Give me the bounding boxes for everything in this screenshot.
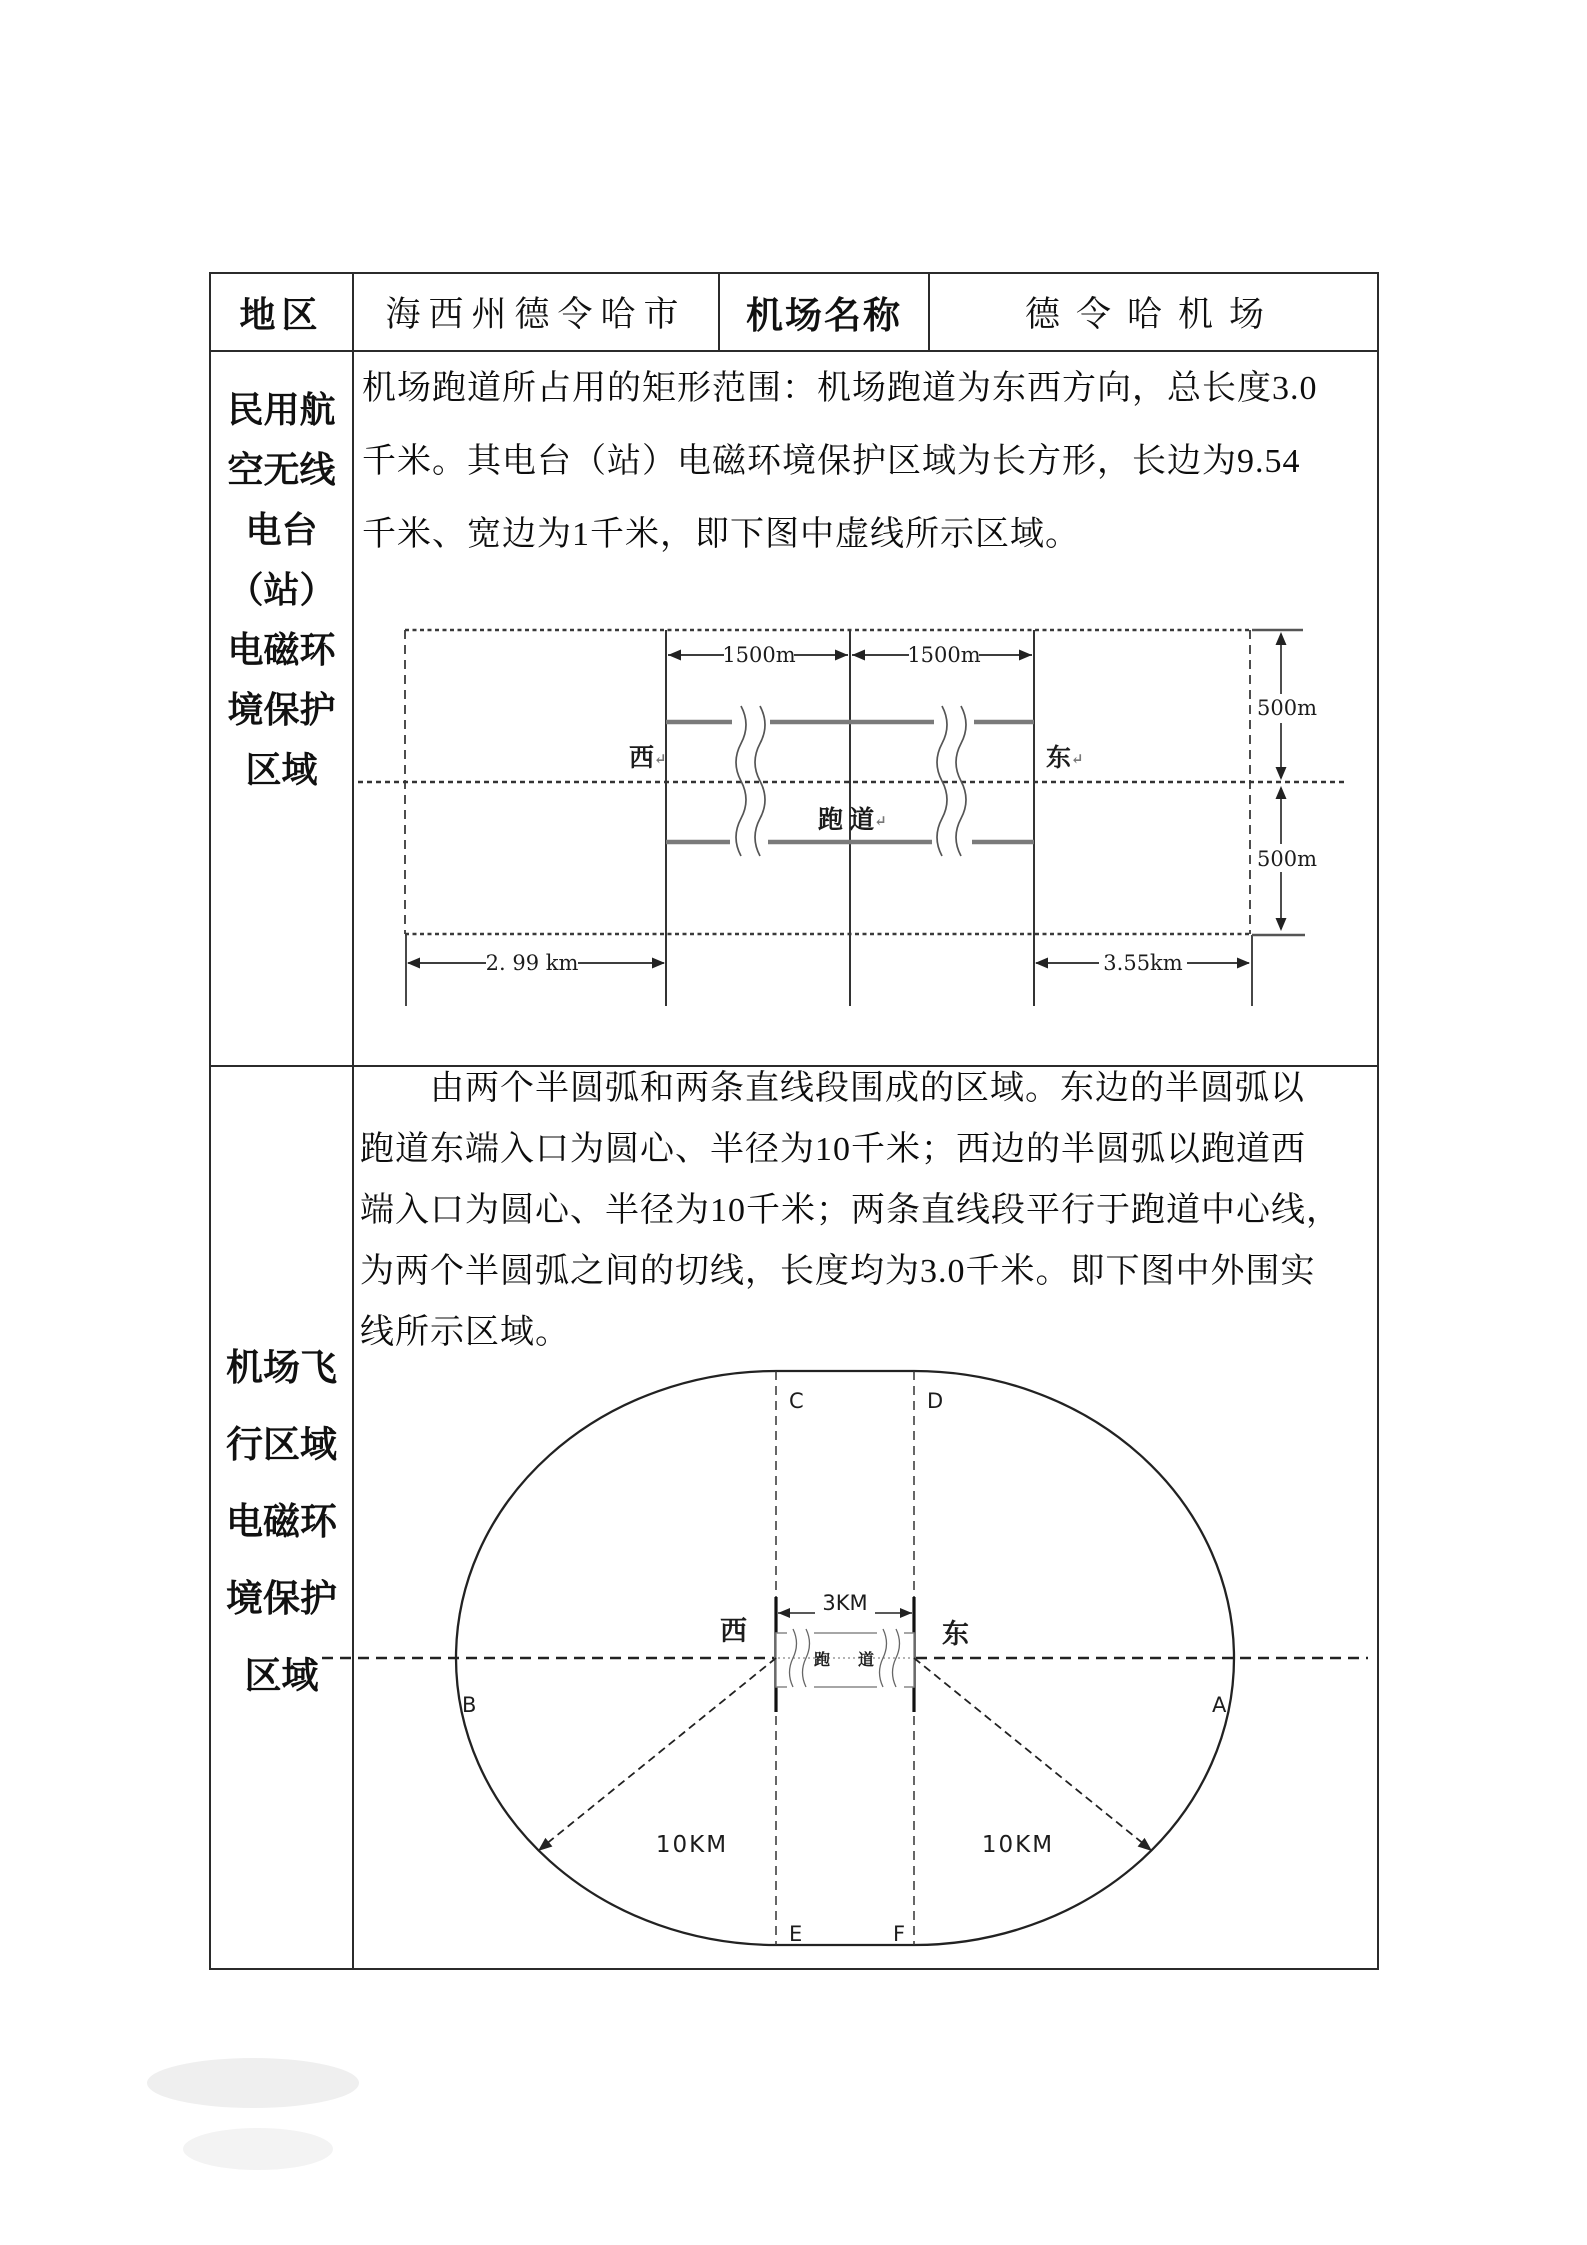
paragraph-line: 机场跑道所占用的矩形范围：机场跑道为东西方向，总长度3.0 [362,370,1318,407]
radius-west-label: 10KM [655,1832,729,1858]
region-label: 地区 [239,294,324,335]
row-label-line: 电磁环 [227,630,336,670]
point-b-label: B [462,1693,477,1717]
return-mark: ↵ [874,814,887,830]
point-c-label: C [789,1389,804,1413]
row-label-line: 境保护 [226,1579,337,1620]
return-mark: ↵ [654,752,667,768]
paragraph-line: 线所示区域。 [360,1314,570,1351]
scan-smudge [183,2128,333,2170]
row-label-line: 电磁环 [226,1502,337,1543]
radius-east-label: 10KM [981,1832,1055,1858]
row-label-line: 民用航 [227,390,336,430]
east-label: 东↵ [1046,745,1084,772]
dim-500m-north-label: 500m [1257,696,1317,720]
radius-east-arrow-line [914,1658,1145,1845]
point-a-label: A [1212,1693,1227,1717]
paragraph-line: 千米、宽边为1千米，即下图中虚线所示区域。 [362,516,1080,553]
dim-1500m-east-label: 1500m [907,643,981,667]
paragraph-line: 为两个半圆弧之间的切线，长度均为3.0千米。即下图中外围实 [360,1253,1316,1290]
dim-3km-label: 3KM [822,1591,868,1615]
dim-3-55km-label: 3.55km [1103,951,1183,975]
paragraph-line: 千米。其电台（站）电磁环境保护区域为长方形，长边为9.54 [362,443,1301,480]
row-label-line: 机场飞 [226,1348,337,1389]
row-label-line: 区域 [244,1656,319,1697]
dim-2-99km-label: 2. 99 km [485,951,579,975]
west-label: 西↵ [629,745,667,772]
paragraph-line: 跑道东端入口为圆心、半径为10千米；西边的半圆弧以跑道西 [360,1131,1306,1168]
point-d-label: D [927,1389,944,1413]
paragraph-line: 端入口为圆心、半径为10千米；两条直线段平行于跑道中心线， [360,1192,1341,1229]
point-f-label: F [893,1922,906,1946]
west-label: 西 [720,1616,747,1646]
row-label-line: 区域 [245,750,318,790]
scan-smudge [147,2058,359,2108]
runway-label: 跑 道↵ [818,807,887,834]
dim-1500m-west-label: 1500m [722,643,796,667]
row-label-line: 境保护 [227,690,336,730]
return-mark: ↵ [1071,752,1084,768]
point-e-label: E [789,1922,803,1946]
station-protection-diagram [358,630,1345,1006]
row-label-line: （站） [227,570,336,610]
runway-char-east: 道 [857,1652,875,1669]
radius-arrowheads [538,1838,1152,1851]
airport-name-label: 机场名称 [746,296,902,337]
row-label-line: 空无线 [227,450,336,490]
dim-500m-south-label: 500m [1257,847,1317,871]
region-value: 海西州德令哈市 [385,295,687,334]
airport-name-value: 德令哈机场 [1024,295,1280,334]
row-label-line: 行区域 [226,1425,337,1466]
radius-west-arrow-line [545,1658,776,1845]
east-label: 东 [942,1619,969,1649]
flight-area-diagram [322,1371,1368,1946]
row-label-line: 电台 [245,510,318,550]
paragraph-line: 由两个半圆弧和两条直线段围成的区域。东边的半圆弧以 [360,1070,1305,1107]
runway-char-west: 跑 [813,1652,831,1669]
